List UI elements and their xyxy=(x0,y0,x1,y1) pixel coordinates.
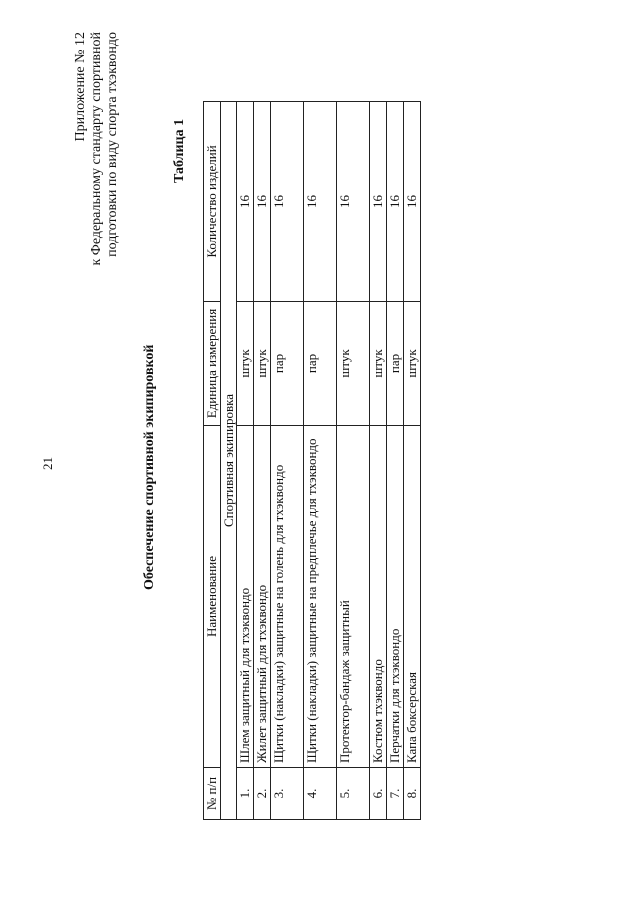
section-label: Спортивная экипировка xyxy=(221,102,237,820)
table-row xyxy=(254,102,271,820)
row-quantity: 16 xyxy=(271,102,304,302)
table-row xyxy=(237,102,254,820)
row-name: Протектор-бандаж защитный xyxy=(337,426,370,768)
row-name: Щитки (накладки) защитные на голень для тхэквондо xyxy=(271,426,304,768)
page-number: 21 xyxy=(40,457,55,470)
row-name: Капа боксерская xyxy=(404,426,421,768)
section-title: Обеспечение спортивной экипировкой xyxy=(142,344,157,590)
table-row xyxy=(370,102,387,820)
row-number: 4. xyxy=(304,768,337,820)
row-number: 3. xyxy=(271,768,304,820)
header-name: Наименование xyxy=(204,426,221,768)
row-unit: штук xyxy=(254,302,271,426)
row-name: Перчатки для тхэквондо xyxy=(387,426,404,768)
row-name: Костюм тхэквондо xyxy=(370,426,387,768)
row-name: Шлем защитный для тхэквондо xyxy=(237,426,254,768)
row-name: Жилет защитный для тхэквондо xyxy=(254,426,271,768)
row-quantity: 16 xyxy=(404,102,421,302)
table-row xyxy=(387,102,404,820)
table-row xyxy=(271,102,304,820)
row-unit: штук xyxy=(337,302,370,426)
row-number: 1. xyxy=(237,768,254,820)
row-number: 2. xyxy=(254,768,271,820)
row-unit: штук xyxy=(237,302,254,426)
row-unit: пар xyxy=(271,302,304,426)
row-quantity: 16 xyxy=(304,102,337,302)
equipment-table xyxy=(203,101,421,820)
table-row xyxy=(304,102,337,820)
row-name: Щитки (накладки) защитные на предплечье для тхэквондо xyxy=(304,426,337,768)
header-number: № п/п xyxy=(204,768,221,820)
row-quantity: 16 xyxy=(237,102,254,302)
row-unit: пар xyxy=(387,302,404,426)
appendix-header xyxy=(73,32,121,292)
row-unit: пар xyxy=(304,302,337,426)
header-unit: Единица измерения xyxy=(204,302,221,426)
table-header-row xyxy=(204,102,221,820)
appendix-line-3: подготовки по виду спорта тхэквондо xyxy=(105,32,120,257)
row-number: 7. xyxy=(387,768,404,820)
row-quantity: 16 xyxy=(337,102,370,302)
row-quantity: 16 xyxy=(370,102,387,302)
row-number: 8. xyxy=(404,768,421,820)
table-section-row xyxy=(221,102,237,820)
header-quantity: Количество изделий xyxy=(204,102,221,302)
row-quantity: 16 xyxy=(387,102,404,302)
row-number: 6. xyxy=(370,768,387,820)
row-unit: штук xyxy=(370,302,387,426)
row-unit: штук xyxy=(404,302,421,426)
appendix-line-1: Приложение № 12 xyxy=(73,32,88,142)
table-row xyxy=(337,102,370,820)
row-quantity: 16 xyxy=(254,102,271,302)
appendix-line-2: к Федеральному стандарту спортивной xyxy=(89,32,104,266)
table-title: Таблица 1 xyxy=(172,118,187,183)
table-row xyxy=(404,102,421,820)
row-number: 5. xyxy=(337,768,370,820)
